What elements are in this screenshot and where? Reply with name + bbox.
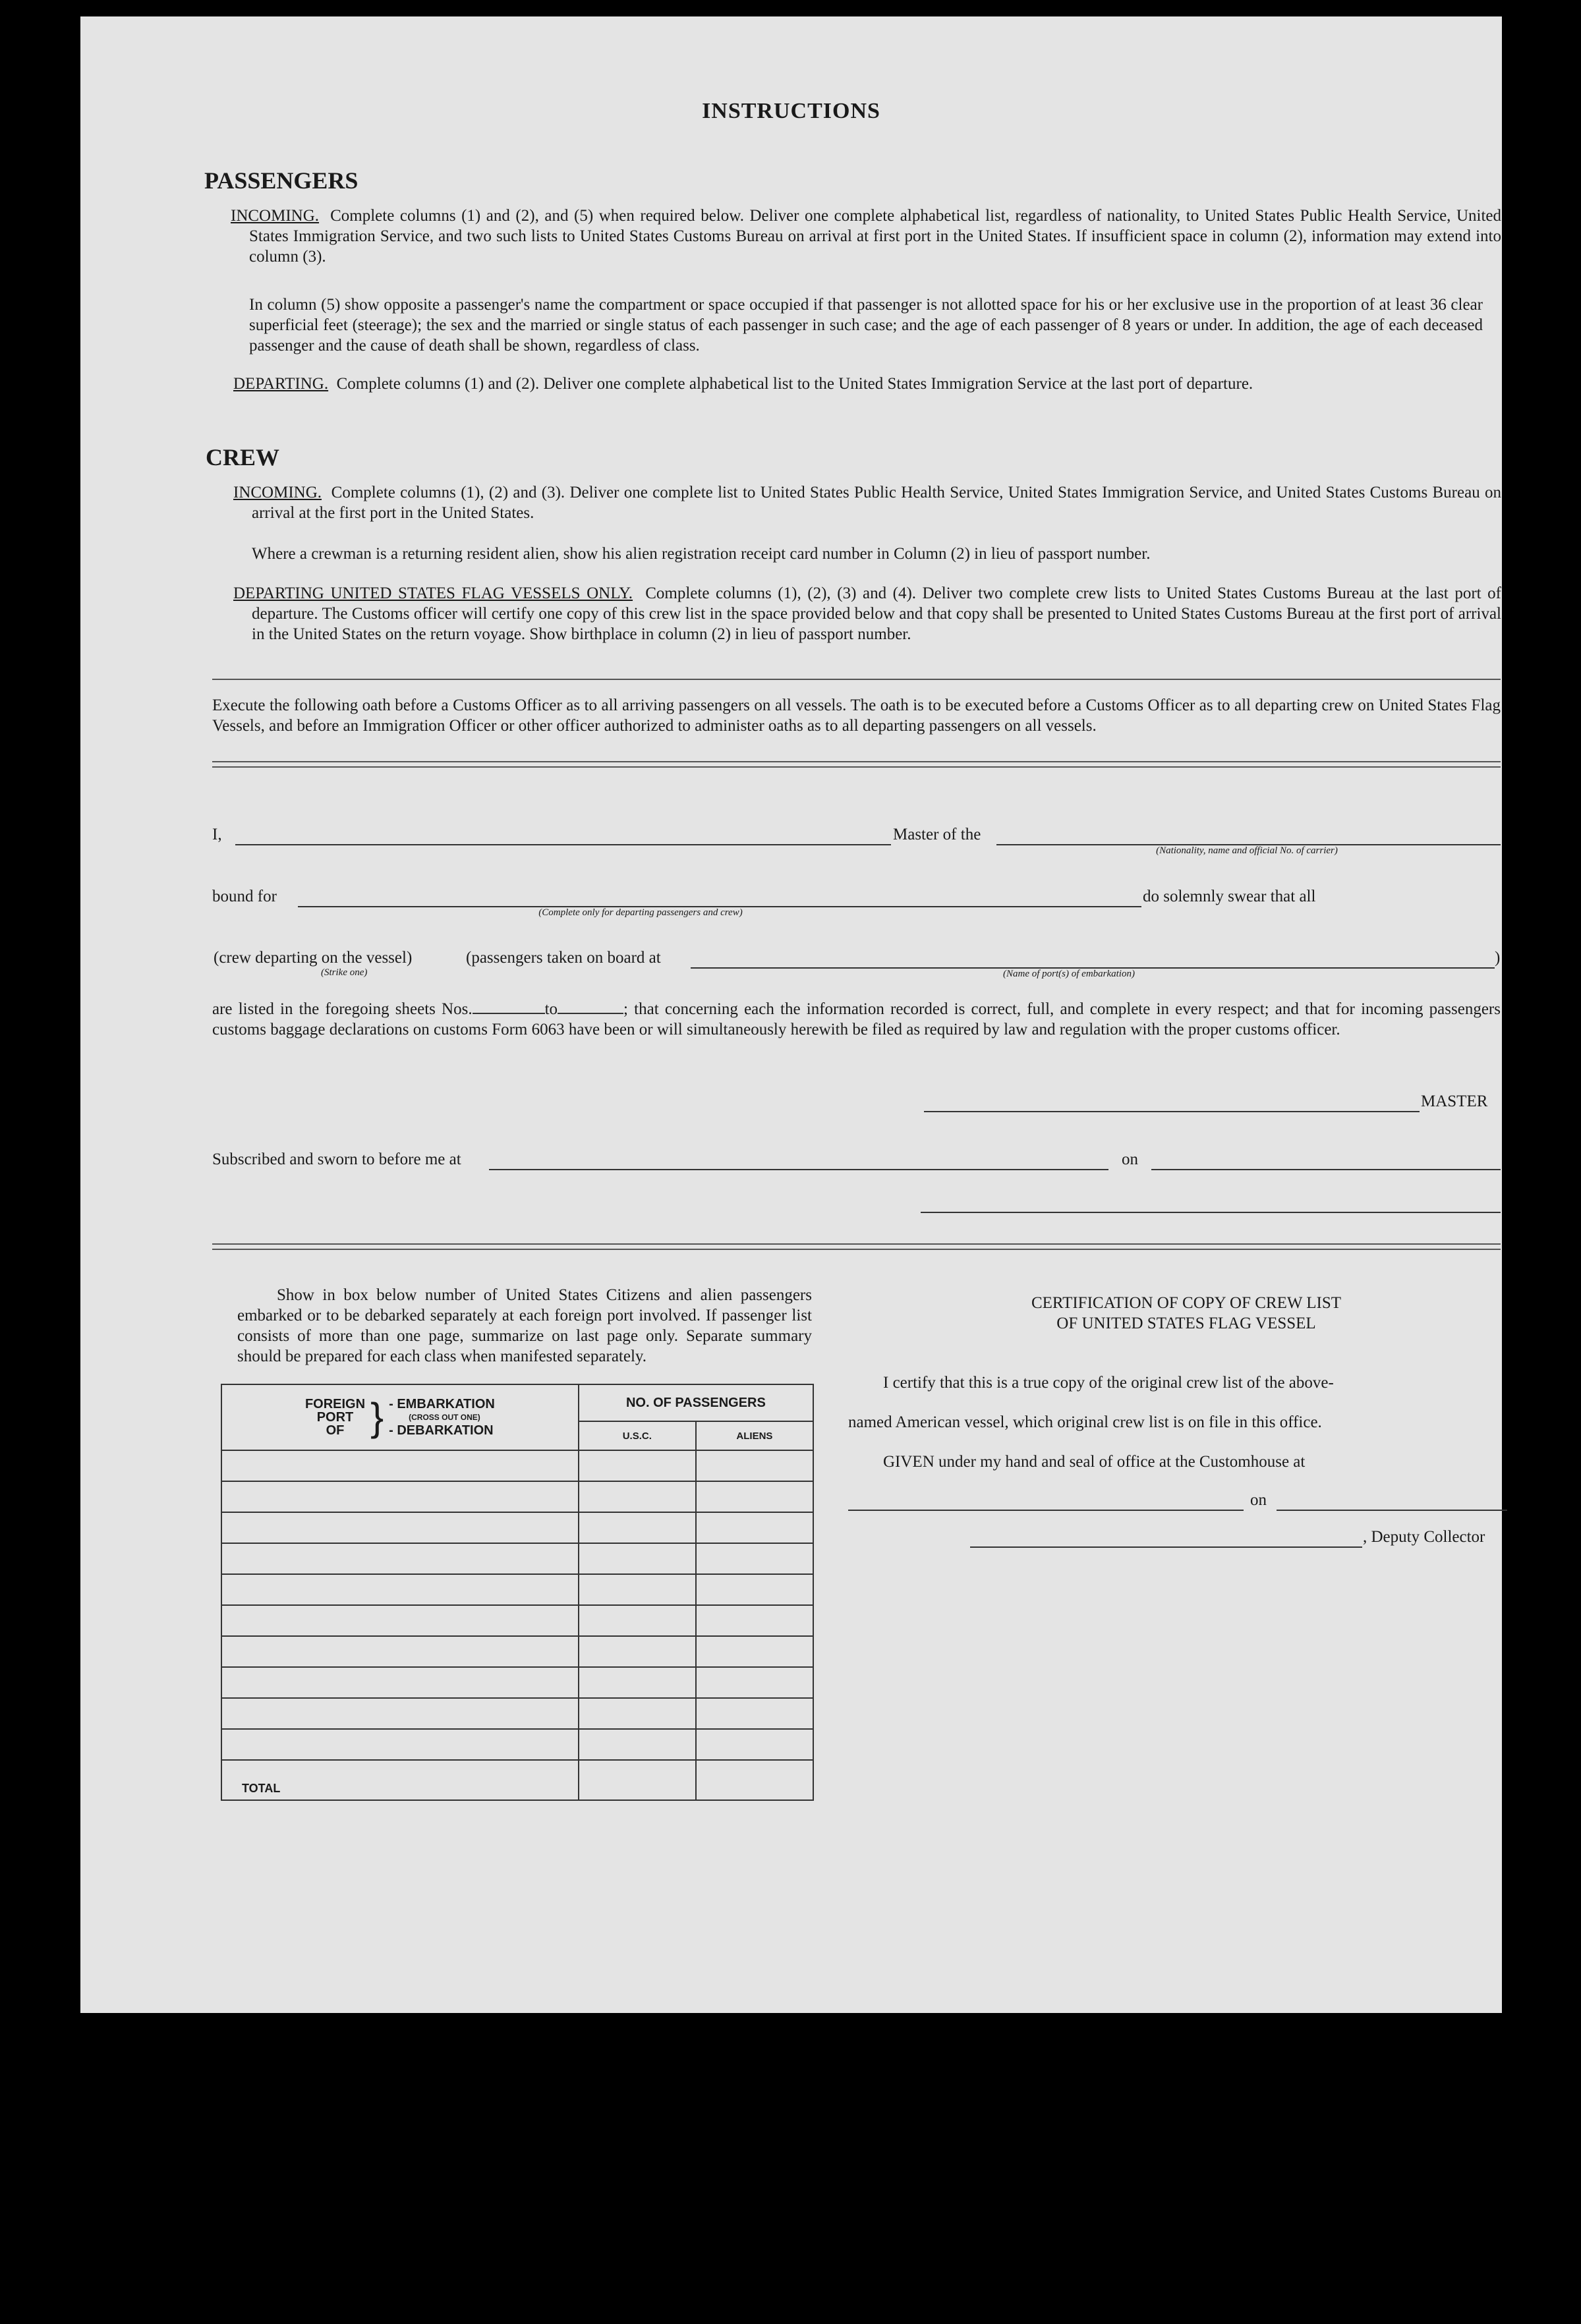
passengers-incoming-text: Complete columns (1) and (2), and (5) when required below. Deliver one complete alphabetical list, regardless of nationality, to United States Public Health Service, United States Immigration Service, and two such lists to United States Customs Bureau on arrival at first port in the United States. If insufficient space in column (2), information may extend into column (3). [249, 207, 1501, 266]
certify-line-a: I certify that this is a true copy of the original crew list of the above- [883, 1374, 1334, 1392]
master-signature-label: MASTER [1421, 1092, 1488, 1110]
table-row[interactable] [221, 1698, 813, 1729]
crew-departing-text: Complete columns (1), (2), (3) and (4). Deliver two complete crew lists to United States Customs Bureau at the last port of departure. The Customs officer will certify one copy of this crew list in the space provided below and that copy shall be presented to United States Customs Bureau at the first port of arrival in the United States on the return voyage. Show birthplace in column (2) in lieu of passport number. [252, 584, 1501, 643]
listed-paragraph [212, 998, 1501, 1040]
crew-heading: CREW [206, 444, 280, 470]
certification-title [863, 1293, 1509, 1334]
embark-debark [389, 1398, 495, 1437]
crew-departing-paragraph [233, 583, 1501, 644]
listed-text-b: ; that concerning each the information recorded is correct, full, and complete in every respect; and that for incoming passengers customs baggage declarations on customs Form 6063 have been or will simultaneously herewith be filed as required by law and regulation with the proper customs officer. [212, 1000, 1501, 1038]
divider [212, 679, 1501, 680]
table-row[interactable] [221, 1450, 813, 1481]
bound-for-label: bound for [212, 888, 277, 905]
certification-on-label: on [1250, 1491, 1267, 1509]
total-label: TOTAL [221, 1760, 579, 1800]
embark-option[interactable]: - EMBARKATION [389, 1397, 495, 1411]
crew-incoming-paragraph [233, 482, 1501, 523]
carrier-hint: (Nationality, name and official No. of carrier) [1156, 845, 1338, 856]
crew-resident-paragraph: Where a crewman is a returning resident alien, show his alien registration receipt card number in Column (2) in lieu of passport number. [252, 545, 1151, 563]
passengers-taken-option[interactable]: (passengers taken on board at [466, 949, 661, 967]
passenger-summary-table [221, 1384, 814, 1801]
page-title: INSTRUCTIONS [702, 99, 880, 123]
table-row[interactable] [221, 1481, 813, 1512]
certification-title-line2: OF UNITED STATES FLAG VESSEL [1056, 1315, 1316, 1332]
customhouse-field[interactable] [848, 1508, 1244, 1511]
no-passengers-header: NO. OF PASSENGERS [579, 1384, 813, 1421]
passengers-incoming-lead: INCOMING. [231, 207, 320, 225]
total-row[interactable] [221, 1760, 813, 1800]
subscribed-date-field[interactable] [1151, 1168, 1501, 1170]
certify-line-b: named American vessel, which original crew list is on file in this office. [848, 1413, 1322, 1431]
crew-incoming-text: Complete columns (1), (2) and (3). Deliver one complete list to United States Public Health Service, United States Immigration Service, and United States Customs Bureau on arrival at the first port in the United States. [252, 484, 1501, 522]
col-port-b: PORT [316, 1410, 354, 1425]
col-port-a: FOREIGN [304, 1397, 366, 1411]
double-divider [212, 761, 1501, 768]
close-paren: ) [1495, 949, 1501, 967]
oath-i-label: I, [212, 826, 222, 843]
port-hint: (Name of port(s) of embarkation) [1003, 969, 1135, 979]
subscribed-place-field[interactable] [489, 1168, 1108, 1170]
master-of-label: Master of the [893, 826, 981, 843]
passengers-column5-paragraph: In column (5) show opposite a passenger's name the compartment or space occupied if that passenger is not allotted space for his or her exclusive use in the proportion of at least 36 clear superficial feet (steerage); the sex and the married or single status of each passenger in such case; and the age of each passenger of 8 years or under. In addition, the age of each deceased passenger and the cause of death shall be shown, regardless of class. [249, 296, 1483, 354]
table-row[interactable] [221, 1512, 813, 1543]
double-divider-lower [212, 1243, 1501, 1250]
aliens-header: ALIENS [696, 1421, 813, 1450]
table-row[interactable] [221, 1543, 813, 1574]
port-header-cell [221, 1384, 579, 1450]
listed-text-a: are listed in the foregoing sheets Nos. [212, 1000, 473, 1018]
passengers-incoming-paragraph [231, 206, 1501, 267]
table-row[interactable] [221, 1605, 813, 1636]
certification-date-field[interactable] [1277, 1508, 1507, 1511]
summary-instructions: Show in box below number of United States Citizens and alien passengers embarked or to be debarked separately at each foreign port involved. If passenger list consists of more than one page, summarize on last page only. Separate summary should be prepared for each class when manifested separately. [237, 1286, 812, 1365]
brace-icon: } [370, 1395, 384, 1439]
passengers-departing-paragraph [233, 374, 1501, 394]
swear-label: do solemnly swear that all [1143, 888, 1316, 905]
sheet-from-field[interactable] [473, 998, 545, 1014]
sheet-to-field[interactable] [558, 998, 623, 1014]
certification-title-line1: CERTIFICATION OF COPY OF CREW LIST [1031, 1294, 1342, 1312]
passengers-departing-lead: DEPARTING. [233, 375, 329, 393]
master-signature-field[interactable] [924, 1110, 1420, 1112]
table-row[interactable] [221, 1574, 813, 1605]
master-name-field[interactable] [235, 843, 891, 845]
crew-incoming-lead: INCOMING. [233, 484, 322, 501]
subscribed-label: Subscribed and sworn to before me at [212, 1150, 461, 1168]
table-row[interactable] [221, 1667, 813, 1698]
debark-option[interactable]: - DEBARKATION [389, 1423, 494, 1438]
subscribed-on-label: on [1122, 1150, 1138, 1168]
cross-out-hint: (CROSS OUT ONE) [409, 1413, 480, 1422]
execute-oath-paragraph: Execute the following oath before a Customs Officer as to all arriving passengers on all vessels. The oath is to be executed before a Customs Officer as to all departing crew on United States Flag Vessels, and before an Immigration Officer or other officer authorized to administer oaths as to all departing passengers on all vessels. [212, 696, 1501, 735]
strike-hint: (Strike one) [321, 967, 368, 978]
table-row[interactable] [221, 1729, 813, 1760]
passengers-departing-text: Complete columns (1) and (2). Deliver one complete alphabetical list to the United States Immigration Service at the last port of departure. [336, 375, 1253, 393]
crew-departing-lead: DEPARTING UNITED STATES FLAG VESSELS ONLY. [233, 584, 633, 602]
foreign-port-of [305, 1398, 365, 1437]
given-line: GIVEN under my hand and seal of office at the Customhouse at [883, 1453, 1306, 1471]
table-row[interactable] [221, 1636, 813, 1667]
crew-departing-option[interactable]: (crew departing on the vessel) [214, 949, 413, 967]
form-page [80, 16, 1502, 2013]
officer-signature-field[interactable] [921, 1210, 1501, 1213]
col-port-c: OF [326, 1423, 345, 1438]
deputy-collector-signature-field[interactable] [970, 1545, 1362, 1548]
deputy-collector-label: , Deputy Collector [1363, 1528, 1485, 1546]
usc-header: U.S.C. [579, 1421, 696, 1450]
listed-to-label: to [544, 1000, 558, 1018]
bound-hint: (Complete only for departing passengers and crew) [538, 907, 743, 918]
passengers-heading: PASSENGERS [204, 167, 359, 194]
